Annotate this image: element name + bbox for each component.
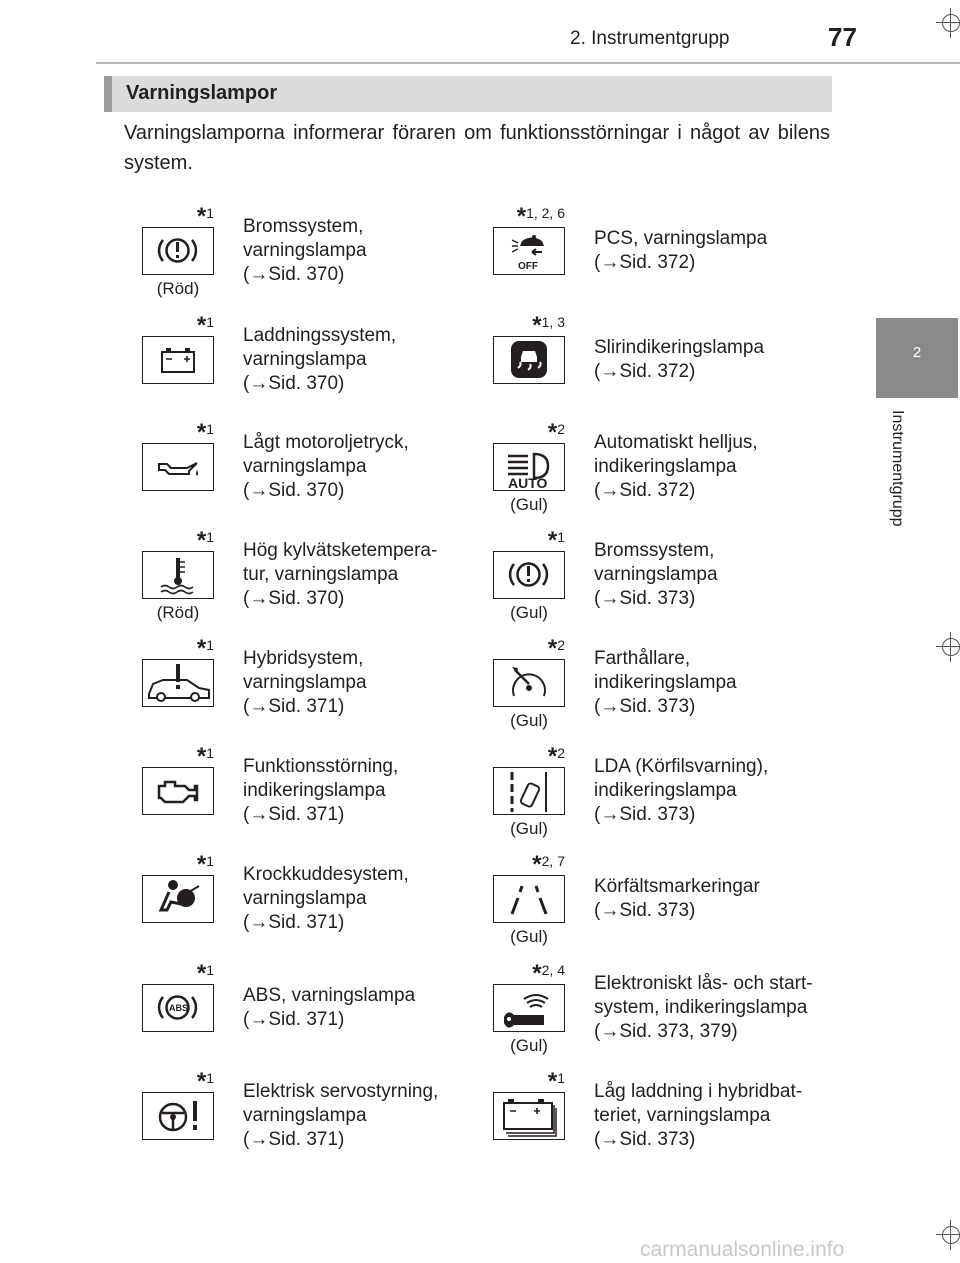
section-heading (104, 76, 832, 112)
hybrid-battery-icon (493, 1092, 565, 1140)
description-line[interactable]: (→Sid. 373) (594, 804, 696, 825)
footnote-star: * (532, 960, 542, 987)
description-line[interactable]: (→Sid. 372) (594, 480, 696, 501)
footnote-number: 1 (206, 421, 214, 437)
svg-text:AUTO: AUTO (508, 475, 548, 489)
chapter-tab[interactable] (876, 318, 958, 398)
footnote-number: 2 (557, 745, 565, 761)
description-line: varningslampa (243, 349, 367, 370)
section-title: Varningslampor (126, 82, 278, 104)
footnote-star: * (196, 527, 207, 554)
description-line: Farthållare, (594, 648, 691, 669)
description-line: Lågt motoroljetryck, (243, 432, 409, 453)
description-line: varningslampa (594, 564, 718, 585)
footnote-star: * (547, 527, 558, 554)
footnote-number: 1, 2, 6 (526, 205, 565, 221)
footnote-star: * (196, 1068, 207, 1095)
description-line: Bromssystem, (594, 540, 715, 561)
description-line: LDA (Körfilsvarning), (594, 756, 769, 777)
description-line[interactable]: (→Sid. 370) (243, 588, 345, 609)
description-line: system, indikeringslampa (594, 997, 808, 1018)
description-line: Hybridsystem, (243, 648, 364, 669)
coolant-temperature-icon (142, 551, 214, 599)
footnote-star: * (547, 419, 558, 446)
description-line[interactable]: (→Sid. 370) (243, 373, 345, 394)
footnote-number: 1 (206, 529, 214, 545)
footnote-number: 2 (557, 421, 565, 437)
footnote-star: * (196, 960, 207, 987)
footnote-number: 1 (557, 1070, 565, 1086)
lamp-description (594, 539, 824, 611)
description-line: Slirindikeringslampa (594, 337, 765, 358)
description-line: Laddningssystem, (243, 325, 397, 346)
description-line[interactable]: (→Sid. 372) (594, 361, 696, 382)
lamp-description (243, 647, 473, 719)
description-line[interactable]: (→Sid. 371) (243, 1009, 345, 1030)
oil-pressure-icon (142, 443, 214, 491)
description-line: tur, varningslampa (243, 564, 399, 585)
description-line: Automatiskt helljus, (594, 432, 758, 453)
description-line: ABS, varningslampa (243, 985, 416, 1006)
description-line[interactable]: (→Sid. 373) (594, 900, 696, 921)
battery-charging-icon (142, 336, 214, 384)
description-line: Hög kylvätsketempera- (243, 540, 438, 561)
hybrid-system-icon (142, 659, 214, 707)
description-line[interactable]: (→Sid. 373) (594, 1129, 696, 1150)
footnote-star: * (196, 635, 207, 662)
lamp-description (243, 863, 473, 935)
description-line: Låg laddning i hybridbat- (594, 1081, 803, 1102)
page-number: 77 (828, 22, 857, 52)
chapter-label-text: Instrumentgrupp (889, 410, 906, 527)
airbag-icon (142, 875, 214, 923)
lamp-color: (Gul) (510, 1036, 548, 1055)
lamp-color: (Gul) (510, 711, 548, 730)
description-line: indikeringslampa (594, 456, 737, 477)
slip-indicator-icon (493, 336, 565, 384)
lamp-description (594, 647, 824, 719)
footnote-star: * (196, 851, 207, 878)
check-engine-icon (142, 767, 214, 815)
footnote-number: 1 (206, 1070, 214, 1086)
footnote-number: 2, 4 (541, 962, 565, 978)
description-line[interactable]: (→Sid. 373) (594, 588, 696, 609)
lamp-description (594, 336, 824, 384)
lamp-description (243, 431, 473, 503)
crop-mark-top-right (936, 8, 960, 38)
footnote-number: 1, 3 (541, 314, 565, 330)
description-line[interactable]: (→Sid. 371) (243, 912, 345, 933)
footnote-number: 2, 7 (541, 853, 565, 869)
brake-warning-icon (493, 551, 565, 599)
lamp-description (594, 227, 824, 275)
lamp-description (243, 539, 473, 611)
description-line[interactable]: (→Sid. 373, 379) (594, 1021, 738, 1042)
lamp-description (594, 875, 824, 923)
brake-warning-icon (142, 227, 214, 275)
footnote-star: * (547, 1068, 558, 1095)
lamp-description (243, 324, 473, 396)
lamp-description (594, 972, 824, 1044)
description-line: varningslampa (243, 1105, 367, 1126)
footnote-number: 2 (557, 637, 565, 653)
abs-icon (142, 984, 214, 1032)
description-line[interactable]: (→Sid. 370) (243, 480, 345, 501)
header-rule (96, 62, 960, 64)
description-line: varningslampa (243, 240, 367, 261)
svg-text:ABS: ABS (169, 1003, 189, 1013)
description-line: varningslampa (243, 672, 367, 693)
lamp-color: (Röd) (156, 279, 200, 298)
crop-mark-bottom-right (936, 1220, 960, 1250)
description-line[interactable]: (→Sid. 370) (243, 264, 345, 285)
running-header-title: 2. Instrumentgrupp (570, 28, 730, 49)
footnote-star: * (196, 743, 207, 770)
lamp-description (243, 755, 473, 827)
description-line: indikeringslampa (594, 672, 737, 693)
footnote-number: 1 (206, 637, 214, 653)
description-line: indikeringslampa (594, 780, 737, 801)
footnote-number: 1 (206, 962, 214, 978)
footnote-number: 1 (206, 205, 214, 221)
footnote-star: * (196, 203, 207, 230)
chapter-label (880, 410, 910, 560)
lamp-description (243, 984, 473, 1032)
description-line: Bromssystem, (243, 216, 364, 237)
description-line: indikeringslampa (243, 780, 386, 801)
description-line: PCS, varningslampa (594, 228, 768, 249)
description-line: Körfältsmarkeringar (594, 876, 760, 897)
footnote-number: 1 (557, 529, 565, 545)
description-line[interactable]: (→Sid. 371) (243, 804, 345, 825)
smart-key-icon (493, 984, 565, 1032)
svg-text:OFF: OFF (518, 261, 538, 272)
footnote-number: 1 (206, 853, 214, 869)
description-line[interactable]: (→Sid. 371) (243, 1129, 345, 1150)
lamp-color: (Gul) (510, 819, 548, 838)
lamp-color: (Gul) (510, 927, 548, 946)
footnote-number: 1 (206, 314, 214, 330)
footnote-star: * (532, 312, 542, 339)
auto-high-beam-icon (493, 443, 565, 491)
lamp-description (243, 1080, 473, 1152)
description-line: Krockkuddesystem, (243, 864, 409, 885)
lane-markings-icon (493, 875, 565, 923)
footnote-star: * (532, 851, 542, 878)
lamp-description (594, 431, 824, 503)
description-line[interactable]: (→Sid. 371) (243, 696, 345, 717)
lamp-color: (Gul) (510, 603, 548, 622)
lamp-description (594, 1080, 824, 1152)
footnote-star: * (547, 743, 558, 770)
lamp-description (594, 755, 824, 827)
power-steering-icon (142, 1092, 214, 1140)
cruise-control-icon (493, 659, 565, 707)
footnote-star: * (516, 203, 527, 230)
lane-departure-icon (493, 767, 565, 815)
pcs-off-icon (493, 227, 565, 275)
description-line: varningslampa (243, 888, 367, 909)
footnote-number: 1 (206, 745, 214, 761)
footnote-star: * (547, 635, 558, 662)
description-line: varningslampa (243, 456, 367, 477)
lamp-color: (Gul) (510, 495, 548, 514)
description-line[interactable]: (→Sid. 372) (594, 252, 696, 273)
chapter-number: 2 (912, 344, 922, 361)
lamp-color: (Röd) (156, 603, 200, 622)
footnote-star: * (196, 419, 207, 446)
description-line: Elektrisk servostyrning, (243, 1081, 439, 1102)
description-line: Funktionsstörning, (243, 756, 399, 777)
description-line: teriet, varningslampa (594, 1105, 771, 1126)
lamp-description (243, 215, 473, 287)
description-line: Elektroniskt lås- och start- (594, 973, 813, 994)
crop-mark-right (936, 632, 960, 662)
footnote-star: * (196, 312, 207, 339)
intro-paragraph: Varningslamporna informerar föraren om funktionsstörningar i något av bilens system. (124, 122, 830, 174)
watermark: carmanualsonline.info (640, 1238, 845, 1261)
description-line[interactable]: (→Sid. 373) (594, 696, 696, 717)
